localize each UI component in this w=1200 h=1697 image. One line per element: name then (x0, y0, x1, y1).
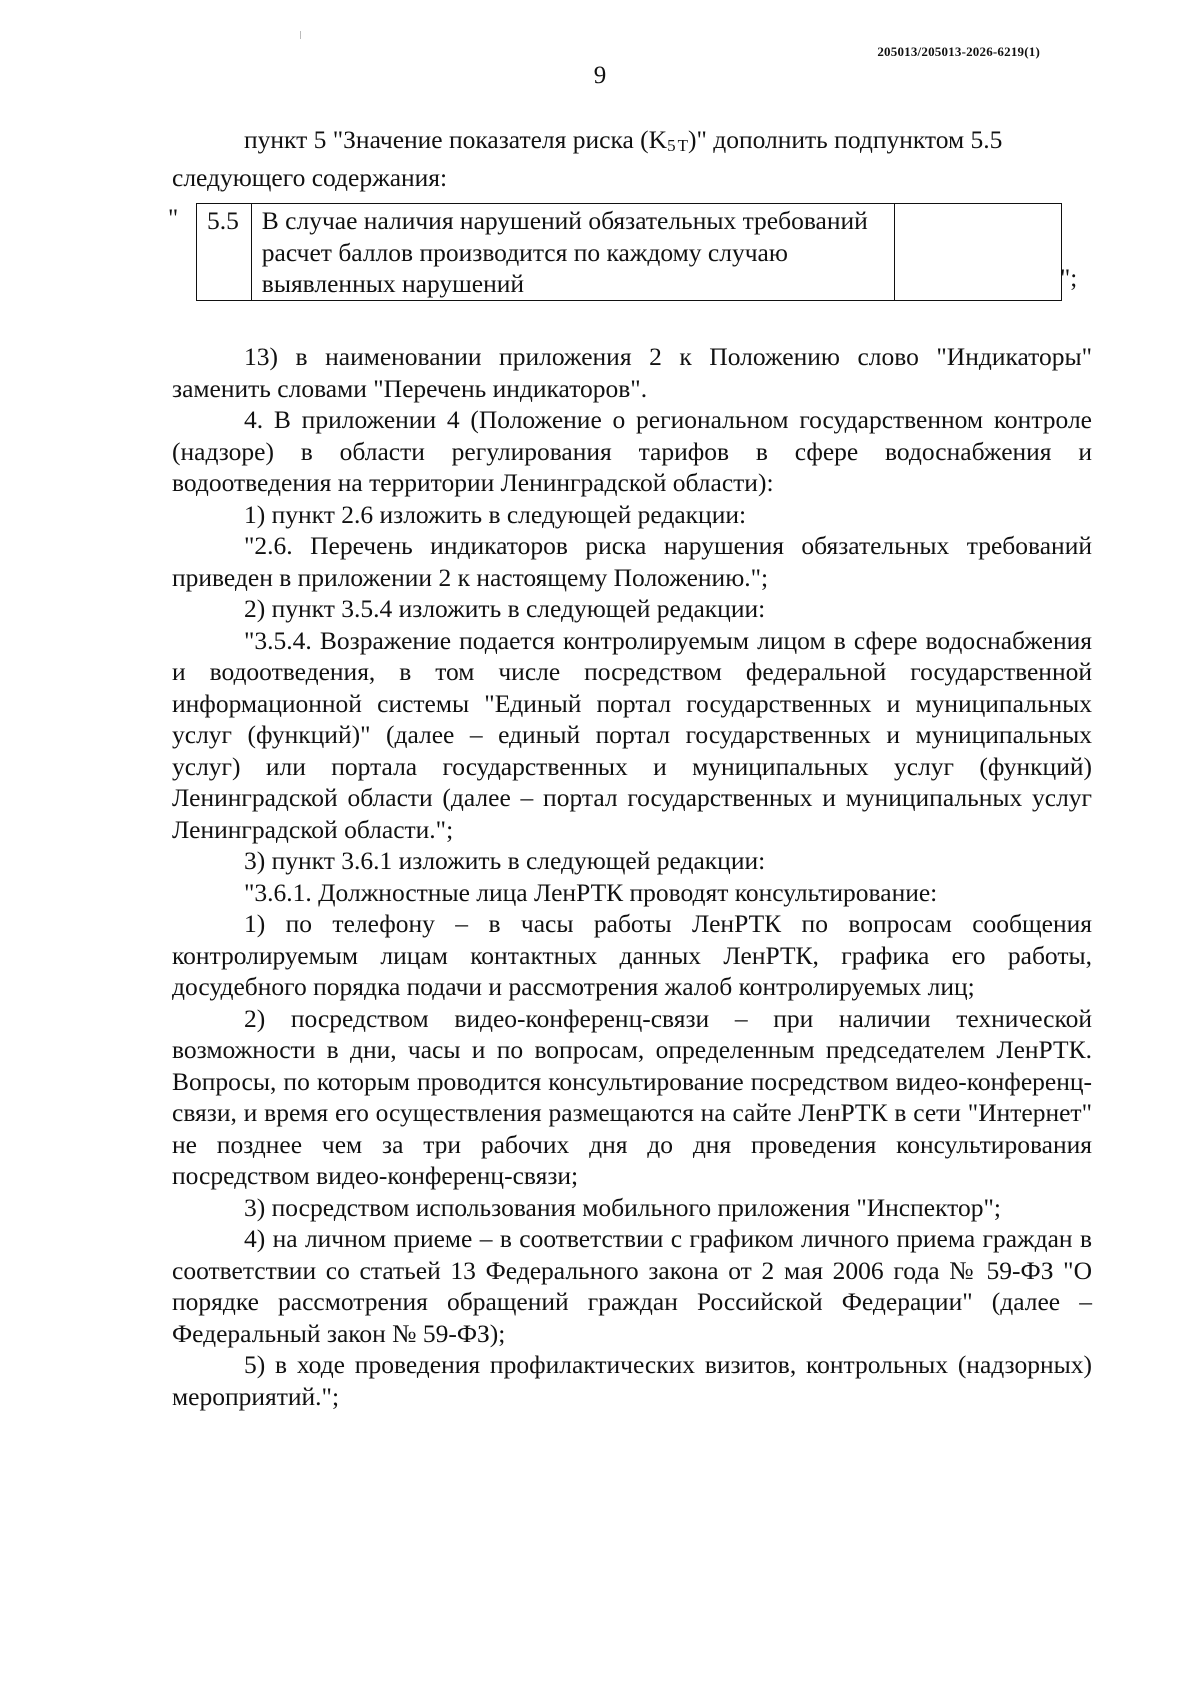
table-row (197, 204, 1062, 301)
paragraph-item-1: 1) пункт 2.6 изложить в следующей редакции: (244, 499, 747, 529)
table-open-quote: " (168, 205, 179, 232)
paragraph-consult-phone: 1) по телефону – в часы работы ЛенРТК по вопросам сообщения контролируемым лицам контактных данных ЛенРТК, графика его работы, досудебного порядка подачи и рассмотрения жалоб контролируемых лиц; (172, 909, 1092, 1001)
intro-line-2: следующего содержания: (172, 162, 448, 192)
subscript-5: 5 (667, 136, 676, 155)
paragraph-section-4: 4. В приложении 4 (Положение о региональном государственном контроле (надзоре) в области регулирования тарифов в сфере водоснабжения и водоотведения на территории Ленинградской области): (172, 405, 1092, 497)
page-number: 9 (593, 62, 607, 89)
document-body (168, 124, 1092, 1412)
table-close-quote: "; (1060, 265, 1078, 292)
paragraph-item-13: 13) в наименовании приложения 2 к Положению слово "Индикаторы" заменить словами "Перечень индикаторов". (172, 342, 1092, 403)
table-cell-text: В случае наличия нарушений обязательных требований расчет баллов производится по каждому случаю выявленных нарушений (251, 204, 894, 301)
paragraph-consult-visits: 5) в ходе проведения профилактических визитов, контрольных (надзорных) мероприятий."; (172, 1350, 1092, 1411)
table-cell-number: 5.5 (197, 204, 252, 301)
document-number: 205013/205013-2026-6219(1) (877, 44, 1040, 59)
paragraph-item-2: 2) пункт 3.5.4 изложить в следующей редакции: (244, 594, 766, 623)
intro-line (172, 124, 1092, 162)
scan-speck (300, 31, 301, 39)
intro-text-end: )" дополнить подпунктом 5.5 (687, 125, 1003, 154)
inserted-table-block (168, 199, 1092, 327)
paragraph-consult-personal: 4) на личном приеме – в соответствии с графиком личного приема граждан в соответствии со статьей 13 Федерального закона от 2 мая 2006 года № 59-ФЗ "О порядке рассмотрения обращений граждан Российской Федерации" (далее – Федеральный закон № 59-ФЗ); (172, 1224, 1092, 1348)
paragraph-consult-app: 3) посредством использования мобильного приложения "Инспектор"; (244, 1192, 1001, 1222)
paragraph-quote-2-6: "2.6. Перечень индикаторов риска нарушения обязательных требований приведен в приложении 2 к настоящему Положению."; (172, 531, 1092, 592)
paragraph-quote-3-6-1: "3.6.1. Должностные лица ЛенРТК проводят консультирование: (244, 877, 938, 907)
inserted-table (196, 203, 1062, 301)
paragraph-consult-video: 2) посредством видео-конференц-связи – при наличии технической возможности в дни, часы и по вопросам, определенным председателем ЛенРТК. Вопросы, по которым проводится консультирование посредством видео-конференц-связи, и время его осуществления размещаются на сайте ЛенРТК в сети "Интернет" не позднее чем за три рабочих дня до дня проведения консультирования посредством видео-конференц-связи; (172, 1003, 1092, 1190)
paragraph-quote-3-5-4: "3.5.4. Возражение подается контролируемым лицом в сфере водоснабжения и водоотведения, в том числе посредством федеральной государственной информационной системы "Единый портал государственных и муниципальных услуг (функций)" (далее – единый портал государственных и муниципальных услуг) или портала государственных и муниципальных услуг (функций) Ленинградской области (далее – портал государственных и муниципальных услуг Ленинградской области."; (172, 625, 1092, 844)
paragraph-item-3: 3) пункт 3.6.1 изложить в следующей редакции: (244, 846, 766, 875)
subscript-t: T (677, 136, 688, 155)
table-cell-empty (895, 204, 1062, 301)
intro-text: пункт 5 "Значение показателя риска (K (244, 125, 668, 154)
